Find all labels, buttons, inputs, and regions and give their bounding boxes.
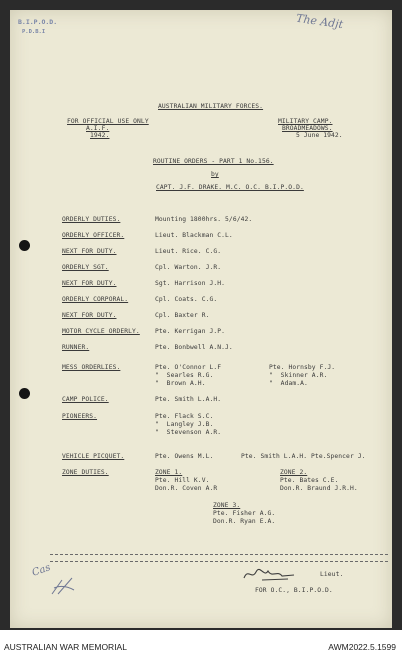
row-value: Lieut. Rice. C.G. (155, 248, 222, 255)
zone1-line: Pte. Hill K.V. (155, 477, 210, 484)
stamp-line-1: B.I.P.O.D. (18, 18, 58, 26)
row-value: Cpl. Warton. J.R. (155, 264, 222, 271)
row-value: Pte. Bonbwell A.N.J. (155, 344, 233, 351)
pioneers-line: " Stevenson A.R. (155, 429, 222, 436)
zone-label: ZONE DUTIES. (62, 469, 109, 476)
handwritten-note: The Adjt (295, 11, 344, 32)
document-page (10, 10, 392, 628)
initials-scribble (48, 572, 78, 598)
row-label: NEXT FOR DUTY. (62, 248, 117, 255)
official-use-line-1: FOR OFFICIAL USE ONLY (67, 118, 149, 125)
row-label: NEXT FOR DUTY. (62, 312, 117, 319)
pioneers-line: Pte. Flack S.C. (155, 413, 214, 420)
zone3-heading: ZONE 3. (213, 502, 241, 509)
row-label: ORDERLY DUTIES. (62, 216, 121, 223)
pioneers-line: " Langley J.B. (155, 421, 214, 428)
official-use-line-2: A.I.F. (86, 125, 110, 132)
row-value: Mounting 1800hrs. 5/6/42. (155, 216, 253, 223)
zone2-heading: ZONE 2. (280, 469, 308, 476)
office-stamp (18, 18, 58, 46)
row-label: ORDERLY OFFICER. (62, 232, 125, 239)
camp-name: MILITARY CAMP. (278, 118, 333, 125)
divider-line (50, 554, 388, 555)
row-value: Cpl. Coats. C.G. (155, 296, 218, 303)
mess-col1-line: " Searles R.G. (155, 372, 214, 379)
camp-location: BROADMEADOWS. (282, 125, 333, 132)
mess-label: MESS ORDERLIES. (62, 364, 121, 371)
force-heading: AUSTRALIAN MILITARY FORCES. (158, 103, 264, 110)
orders-by: by (211, 171, 219, 178)
orders-authority: CAPT. J.F. DRAKE. M.C. O.C. B.I.P.O.D. (156, 184, 304, 191)
mess-col1-line: " Brown A.H. (155, 380, 206, 387)
pioneers-label: PIONEERS. (62, 413, 98, 420)
handwritten-initials: Cas (30, 562, 53, 579)
camp-police-value: Pte. Smith L.A.H. (155, 396, 222, 403)
orders-title: ROUTINE ORDERS - PART 1 No.156. (153, 158, 274, 165)
punch-hole-bottom (19, 388, 30, 399)
vehicle-label: VEHICLE PICQUET. (62, 453, 125, 460)
mess-col1-line: Pte. O'Connor L.F (155, 364, 222, 371)
mess-col2-line: " Skinner A.R. (269, 372, 328, 379)
row-label: MOTOR CYCLE ORDERLY. (62, 328, 140, 335)
row-value: Lieut. Blackman C.L. (155, 232, 233, 239)
vehicle-col2: Pte. Smith L.A.H. Pte.Spencer J. (241, 453, 366, 460)
footer-accession-number: AWM2022.5.1599 (328, 642, 396, 652)
mess-col2-line: Pte. Hornsby F.J. (269, 364, 336, 371)
signature-rank: Lieut. (320, 571, 344, 578)
row-label: ORDERLY CORPORAL. (62, 296, 129, 303)
row-value: Cpl. Baxter R. (155, 312, 210, 319)
row-value: Sgt. Harrison J.H. (155, 280, 226, 287)
archive-footer (0, 630, 402, 653)
signature-for: FOR O.C., B.I.P.O.D. (255, 587, 333, 594)
row-label: RUNNER. (62, 344, 90, 351)
zone2-line: Don.R. Braund J.R.H. (280, 485, 358, 492)
document-date: 5 June 1942. (296, 132, 343, 139)
zone2-line: Pte. Bates C.E. (280, 477, 339, 484)
zone1-heading: ZONE 1. (155, 469, 183, 476)
row-label: ORDERLY SGT. (62, 264, 109, 271)
zone1-line: Don.R. Coven A.R (155, 485, 218, 492)
signature (242, 566, 306, 582)
zone3-line: Pte. Fisher A.G. (213, 510, 276, 517)
official-use-line-3: 1942. (90, 132, 110, 139)
row-label: NEXT FOR DUTY. (62, 280, 117, 287)
punch-hole-top (19, 240, 30, 251)
footer-institution: AUSTRALIAN WAR MEMORIAL (4, 642, 127, 652)
stamp-line-2: P.D.B.I (22, 29, 46, 35)
camp-police-label: CAMP POLICE. (62, 396, 109, 403)
row-value: Pte. Kerrigan J.P. (155, 328, 226, 335)
zone3-line: Don.R. Ryan E.A. (213, 518, 276, 525)
divider-line (50, 561, 388, 562)
vehicle-col1: Pte. Owens M.L. (155, 453, 214, 460)
mess-col2-line: " Adam.A. (269, 380, 308, 387)
